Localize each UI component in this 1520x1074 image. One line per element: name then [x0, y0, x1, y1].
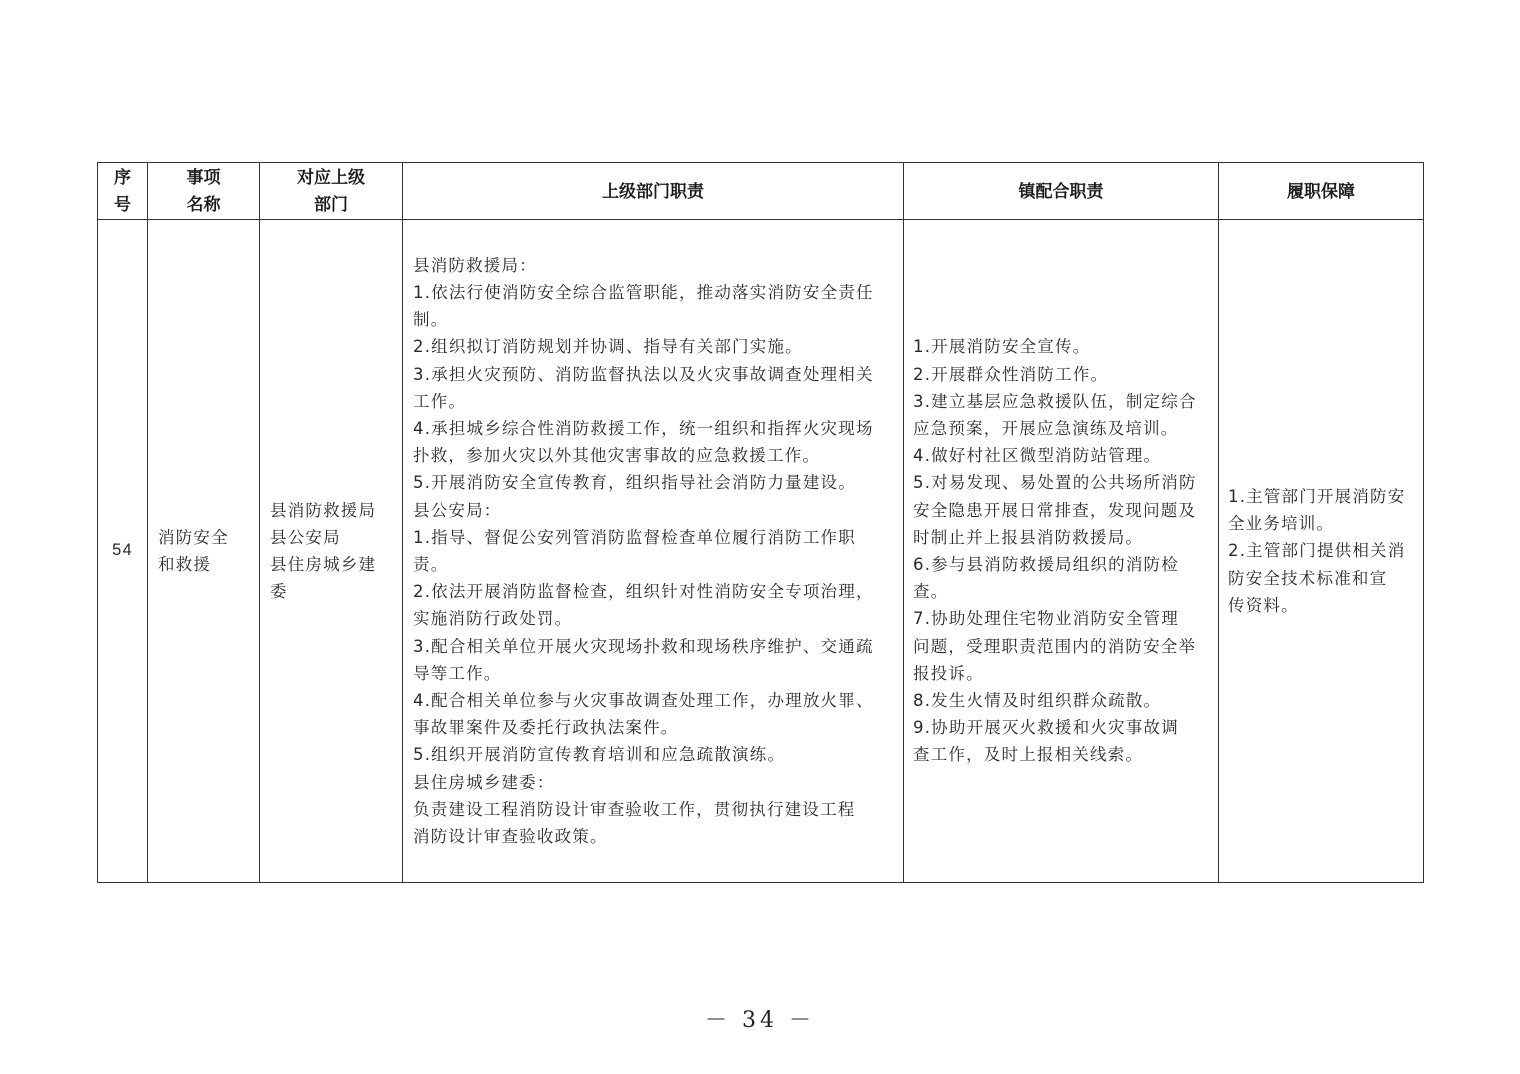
table-header-row [98, 163, 1424, 220]
table-row [98, 220, 1424, 883]
upper-duty-line: 负责建设工程消防设计审查验收工作，贯彻执行建设工程 [413, 799, 856, 819]
upper-duty-line: 事故罪案件及委托行政执法案件。 [413, 718, 679, 738]
header-dept-line: 对应上级 [297, 168, 365, 187]
department-line: 县公安局 [270, 527, 341, 547]
item-name-line: 和救援 [158, 555, 212, 574]
upper-duty-line: 2.组织拟订消防规划并协调、指导有关部门实施。 [413, 337, 803, 357]
upper-duty-line: 县住房城乡建委： [413, 772, 555, 792]
town-duty-line: 8.发生火情及时组织群众疏散。 [913, 691, 1162, 711]
town-duty-line: 9.协助开展灭火救援和火灾事故调 [913, 718, 1179, 738]
town-duty-line: 问题，受理职责范围内的消防安全举 [913, 636, 1197, 656]
town-duty-line: 7.协助处理住宅物业消防安全管理 [913, 609, 1179, 629]
upper-duty-line: 县公安局： [413, 500, 502, 520]
upper-duty-line: 5.开展消防安全宣传教育，组织指导社会消防力量建设。 [413, 473, 856, 493]
guarantee-line: 传资料。 [1228, 595, 1299, 615]
town-duty-line: 应急预案，开展应急演练及培训。 [913, 418, 1179, 438]
town-duty-line: 安全隐患开展日常排查，发现问题及 [913, 500, 1197, 520]
header-town-duties: 镇配合职责 [904, 163, 1219, 220]
upper-duty-line: 3.配合相关单位开展火灾现场扑救和现场秩序维护、交通疏 [413, 636, 874, 656]
town-duty-line: 5.对易发现、易处置的公共场所消防 [913, 473, 1197, 493]
header-dept-line: 部门 [314, 195, 348, 214]
row-guarantee [1219, 220, 1424, 883]
row-upper-duties [403, 220, 904, 883]
item-name-line: 消防安全 [158, 527, 229, 547]
header-seq-line: 号 [114, 195, 131, 214]
row-town-duties [904, 220, 1219, 883]
upper-duty-line: 工作。 [413, 391, 467, 411]
page-number: － 34 － [705, 1008, 815, 1033]
upper-duty-line: 3.承担火灾预防、消防监督执法以及火灾事故调查处理相关 [413, 364, 874, 384]
town-duty-line: 时制止并上报县消防救援局。 [913, 527, 1144, 547]
duty-table [97, 162, 1424, 883]
town-duty-line: 查。 [913, 582, 949, 602]
header-seq-line: 序 [114, 168, 131, 187]
upper-duty-line: 2.依法开展消防监督检查，组织针对性消防安全专项治理， [413, 582, 874, 602]
town-duty-line: 1.开展消防安全宣传。 [913, 337, 1091, 357]
header-item-line: 事项 [186, 168, 221, 187]
header-item-line: 名称 [186, 195, 221, 214]
upper-duty-line: 4.承担城乡综合性消防救援工作，统一组织和指挥火灾现场 [413, 418, 874, 438]
town-duty-line: 6.参与县消防救援局组织的消防检 [913, 555, 1179, 574]
upper-duty-line: 1.依法行使消防安全综合监管职能，推动落实消防安全责任 [413, 282, 874, 302]
guarantee-line: 2.主管部门提供相关消 [1228, 541, 1406, 561]
upper-duty-line: 导等工作。 [413, 663, 502, 683]
department-line: 县住房城乡建 [270, 555, 377, 574]
header-item-name [148, 163, 260, 220]
row-seq-number: 54 [98, 220, 148, 883]
department-line: 委 [270, 582, 288, 602]
town-duty-line: 3.建立基层应急救援队伍，制定综合 [913, 391, 1197, 411]
upper-duty-line: 实施消防行政处罚。 [413, 609, 573, 629]
upper-duty-line: 消防设计审查验收政策。 [413, 827, 608, 847]
row-departments [260, 220, 403, 883]
header-guarantee: 履职保障 [1219, 163, 1424, 220]
row-item-name [148, 220, 260, 883]
upper-duty-line: 5.组织开展消防宣传教育培训和应急疏散演练。 [413, 745, 786, 765]
guarantee-line: 1.主管部门开展消防安 [1228, 486, 1406, 506]
town-duty-line: 查工作，及时上报相关线索。 [913, 745, 1144, 765]
upper-duty-line: 责。 [413, 555, 449, 574]
upper-duty-line: 4.配合相关单位参与火灾事故调查处理工作，办理放火罪、 [413, 691, 874, 711]
guarantee-line: 全业务培训。 [1228, 514, 1335, 534]
town-duty-line: 报投诉。 [913, 663, 984, 683]
upper-duty-line: 扑救，参加火灾以外其他灾害事故的应急救援工作。 [413, 446, 821, 466]
upper-duty-line: 制。 [413, 310, 449, 330]
upper-duty-line: 县消防救援局： [413, 255, 537, 275]
town-duty-line: 2.开展群众性消防工作。 [913, 364, 1109, 384]
header-upper-duties: 上级部门职责 [403, 163, 904, 220]
header-department [260, 163, 403, 220]
town-duty-line: 4.做好村社区微型消防站管理。 [913, 446, 1162, 466]
guarantee-line: 防安全技术标准和宣 [1228, 568, 1388, 588]
department-line: 县消防救援局 [270, 500, 377, 520]
header-seq [98, 163, 148, 220]
upper-duty-line: 1.指导、督促公安列管消防监督检查单位履行消防工作职 [413, 527, 856, 547]
